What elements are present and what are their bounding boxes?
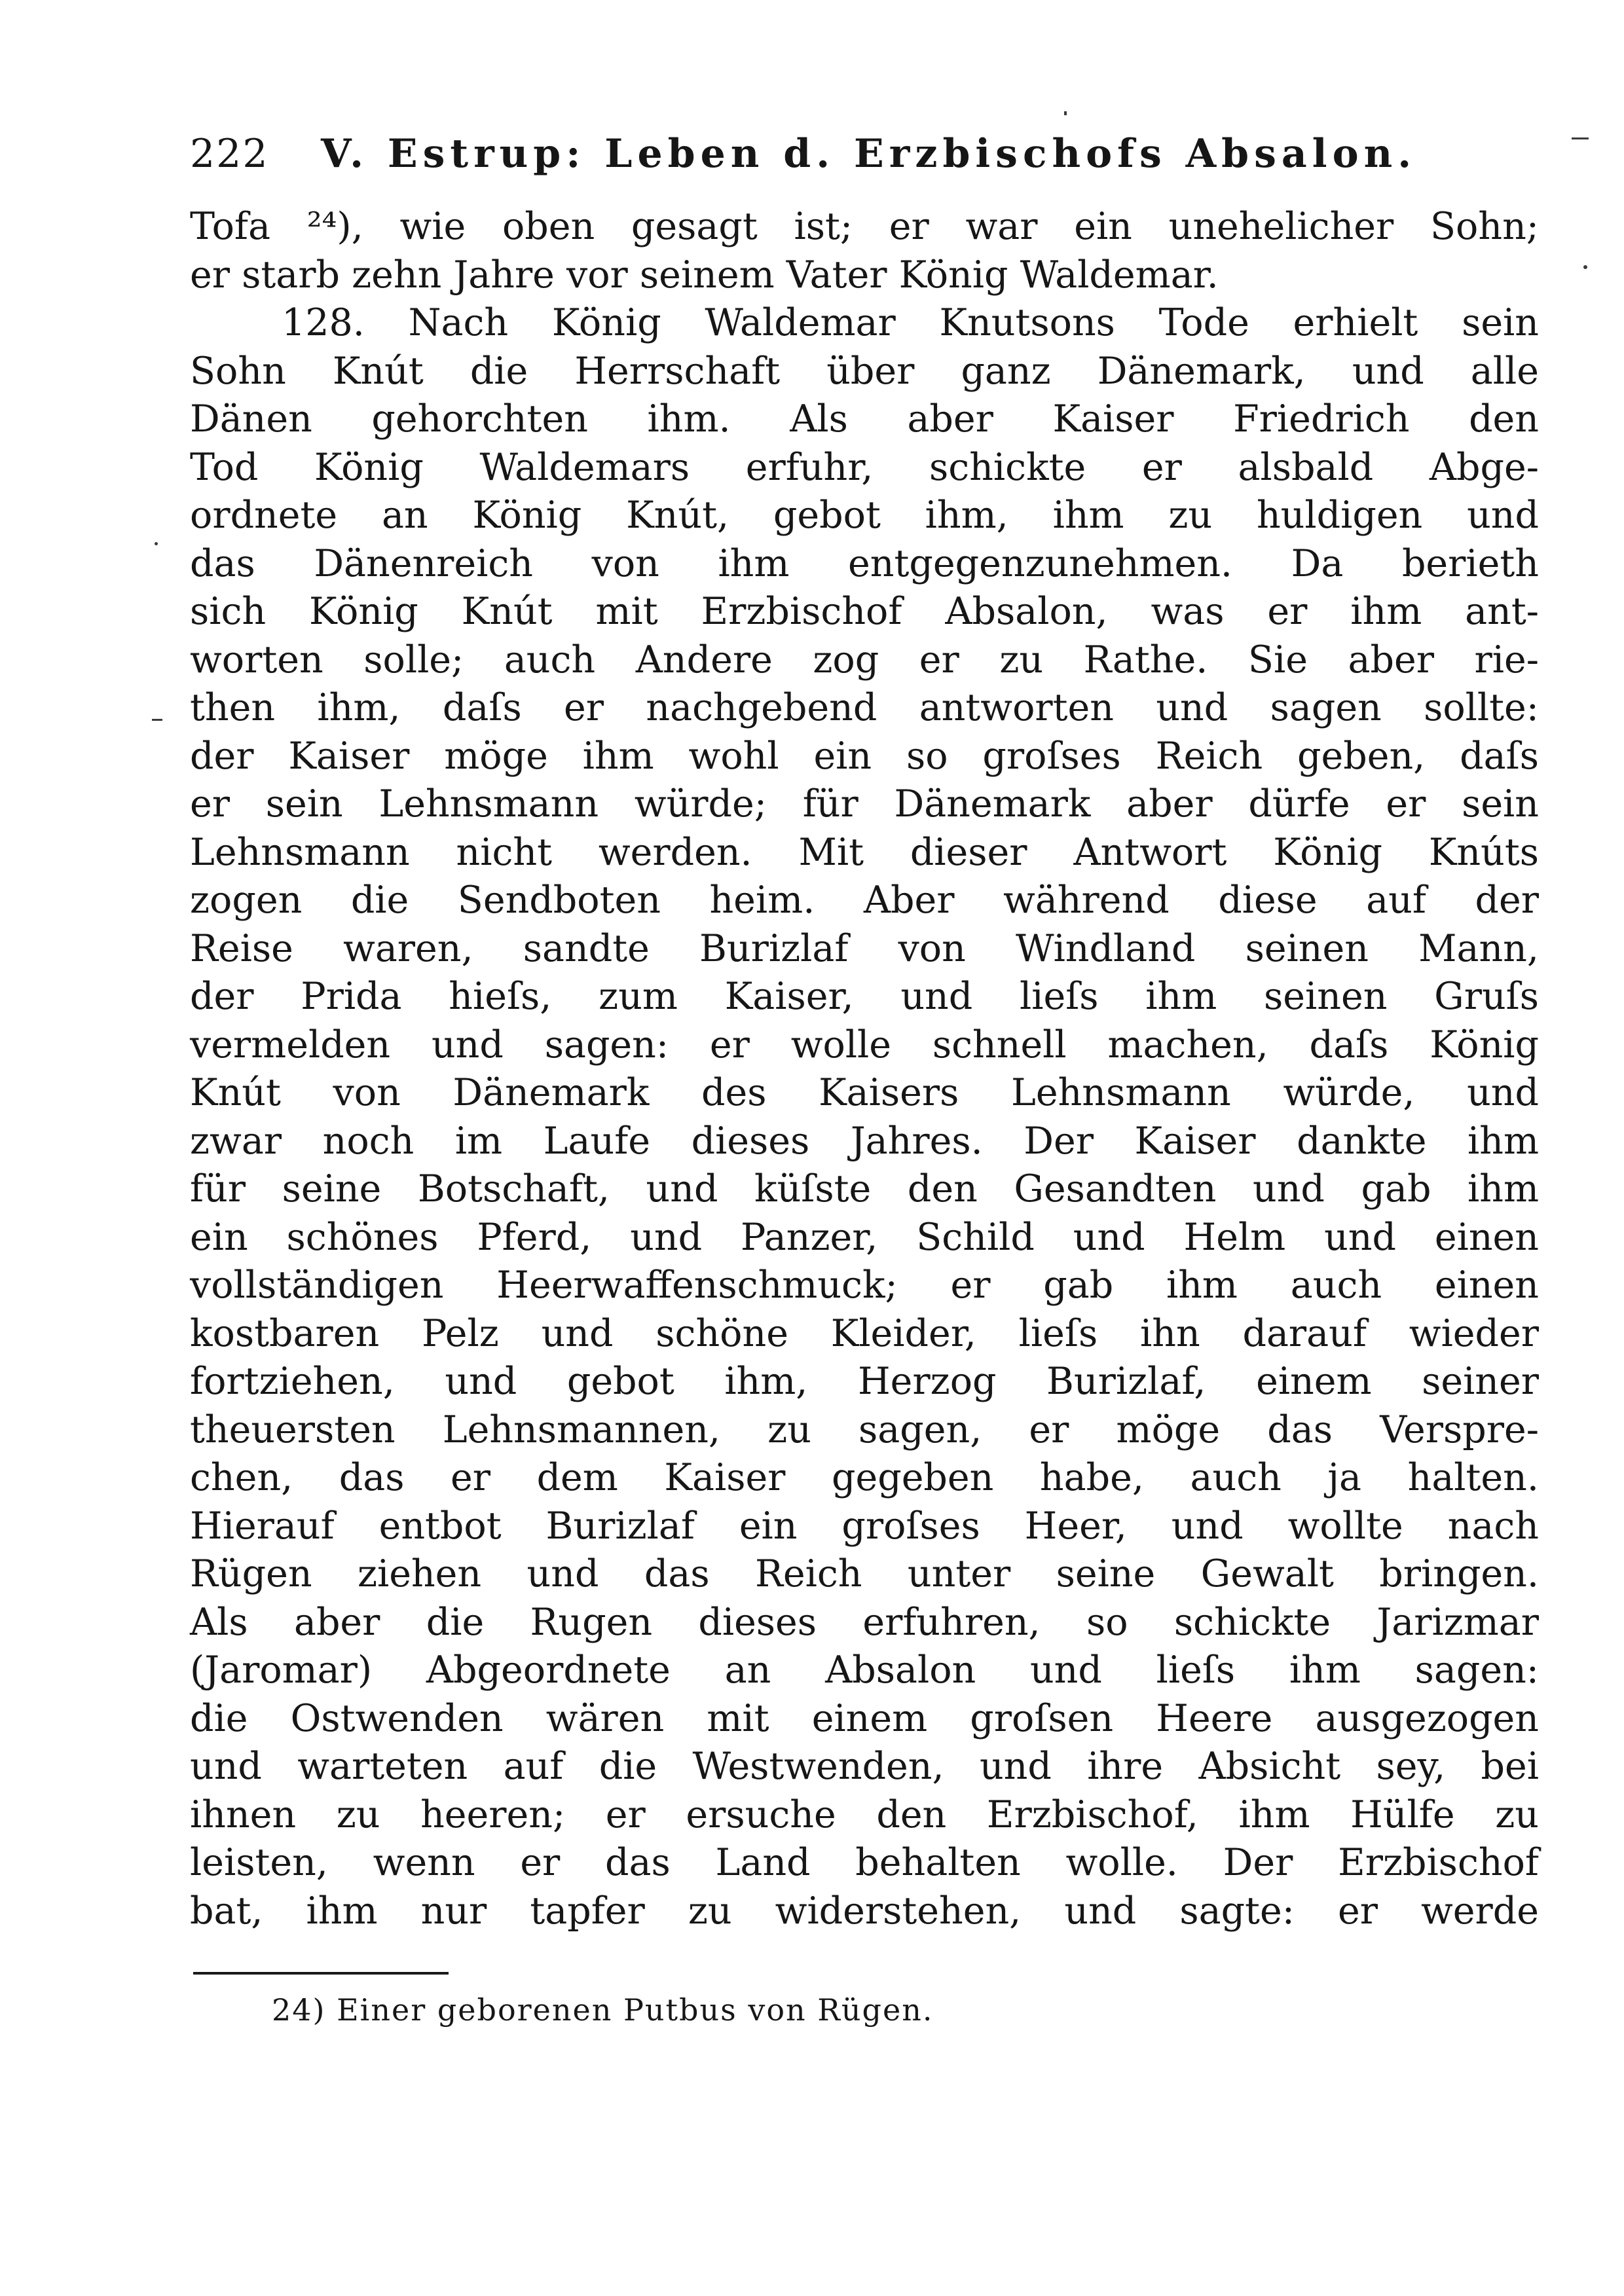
text-line: kostbaren Pelz und schöne Kleider, lieſs ihn darauf wieder (190, 1311, 1539, 1355)
running-title: V. Estrup: Leben d. Erzbischofs Absalon. (321, 131, 1417, 177)
text-line: zwar noch im Laufe dieses Jahres. Der Kaiser dankte ihm (190, 1119, 1539, 1163)
text-line: worten solle; auch Andere zog er zu Rathe. Sie aber rie- (190, 638, 1539, 682)
text-line: then ihm, daſs er nachgebend antworten und sagen sollte: (190, 686, 1539, 729)
text-line: Tod König Waldemars erfuhr, schickte er alsbald Abge- (190, 445, 1539, 489)
text-line: (Jaromar) Abgeordnete an Absalon und lieſs ihm sagen: (190, 1649, 1539, 1692)
text-line: zogen die Sendboten heim. Aber während diese auf der (190, 879, 1539, 922)
scan-speck (152, 719, 162, 721)
text-line: er starb zehn Jahre vor seinem Vater König Waldemar. (190, 253, 1219, 297)
text-line: für seine Botschaft, und küſste den Gesandten und gab ihm (190, 1167, 1539, 1211)
text-line: ihnen zu heeren; er ersuche den Erzbischof, ihm Hülfe zu (190, 1793, 1539, 1836)
body-text (190, 203, 1539, 1935)
scan-speck (1572, 137, 1589, 139)
text-line: theuersten Lehnsmannen, zu sagen, er möge das Verspre- (190, 1408, 1539, 1451)
text-line: bat, ihm nur tapfer zu widerstehen, und sagte: er werde (190, 1889, 1539, 1933)
scan-speck (1583, 265, 1587, 269)
text-line: ein schönes Pferd, und Panzer, Schild und Helm und einen (190, 1215, 1539, 1259)
text-line: leisten, wenn er das Land behalten wolle. Der Erzbischof (190, 1841, 1539, 1884)
text-line: Tofa ²⁴), wie oben gesagt ist; er war ein unehelicher Sohn; (190, 205, 1539, 248)
footnote-divider (193, 1972, 449, 1975)
text-line: und warteten auf die Westwenden, und ihre Absicht sey, bei (190, 1745, 1539, 1788)
text-line: Knút von Dänemark des Kaisers Lehnsmann würde, und (190, 1071, 1539, 1114)
text-line: das Dänenreich von ihm entgegenzunehmen. Da berieth (190, 541, 1539, 585)
footnote: 24) Einer geborenen Putbus von Rügen. (272, 1992, 934, 2028)
text-line: fortziehen, und gebot ihm, Herzog Burizlaf, einem seiner (190, 1360, 1539, 1403)
scan-speck (1064, 111, 1067, 115)
text-line: vollständigen Heerwaffenschmuck; er gab ihm auch einen (190, 1264, 1539, 1307)
text-line: Hierauf entbot Burizlaf ein groſses Heer, und wollte nach (190, 1504, 1539, 1548)
running-head (190, 128, 1539, 180)
page-number: 222 (190, 131, 269, 177)
text-line: Lehnsmann nicht werden. Mit dieser Antwort König Knúts (190, 830, 1539, 874)
text-line: er sein Lehnsmann würde; für Dänemark aber dürfe er sein (190, 782, 1539, 826)
text-line: Sohn Knút die Herrschaft über ganz Dänemark, und alle (190, 349, 1539, 393)
scan-speck (155, 542, 158, 545)
paragraph-start-line: 128. Nach König Waldemar Knutsons Tode erhielt sein (282, 301, 1539, 344)
text-line: der Prida hieſs, zum Kaiser, und lieſs ihm seinen Gruſs (190, 975, 1539, 1018)
text-line: Rügen ziehen und das Reich unter seine Gewalt bringen. (190, 1552, 1539, 1595)
text-line: Reise waren, sandte Burizlaf von Windland seinen Mann, (190, 926, 1539, 970)
text-line: vermelden und sagen: er wolle schnell machen, daſs König (190, 1023, 1539, 1066)
text-line: Dänen gehorchten ihm. Als aber Kaiser Friedrich den (190, 397, 1539, 441)
text-line: die Ostwenden wären mit einem groſsen Heere ausgezogen (190, 1696, 1539, 1740)
text-line: chen, das er dem Kaiser gegeben habe, auch ja halten. (190, 1456, 1539, 1499)
text-line: Als aber die Rugen dieses erfuhren, so schickte Jarizmar (190, 1600, 1539, 1644)
text-line: ordnete an König Knút, gebot ihm, ihm zu huldigen und (190, 494, 1539, 537)
text-line: sich König Knút mit Erzbischof Absalon, was er ihm ant- (190, 590, 1539, 633)
text-line: der Kaiser möge ihm wohl ein so groſses Reich geben, daſs (190, 734, 1539, 778)
